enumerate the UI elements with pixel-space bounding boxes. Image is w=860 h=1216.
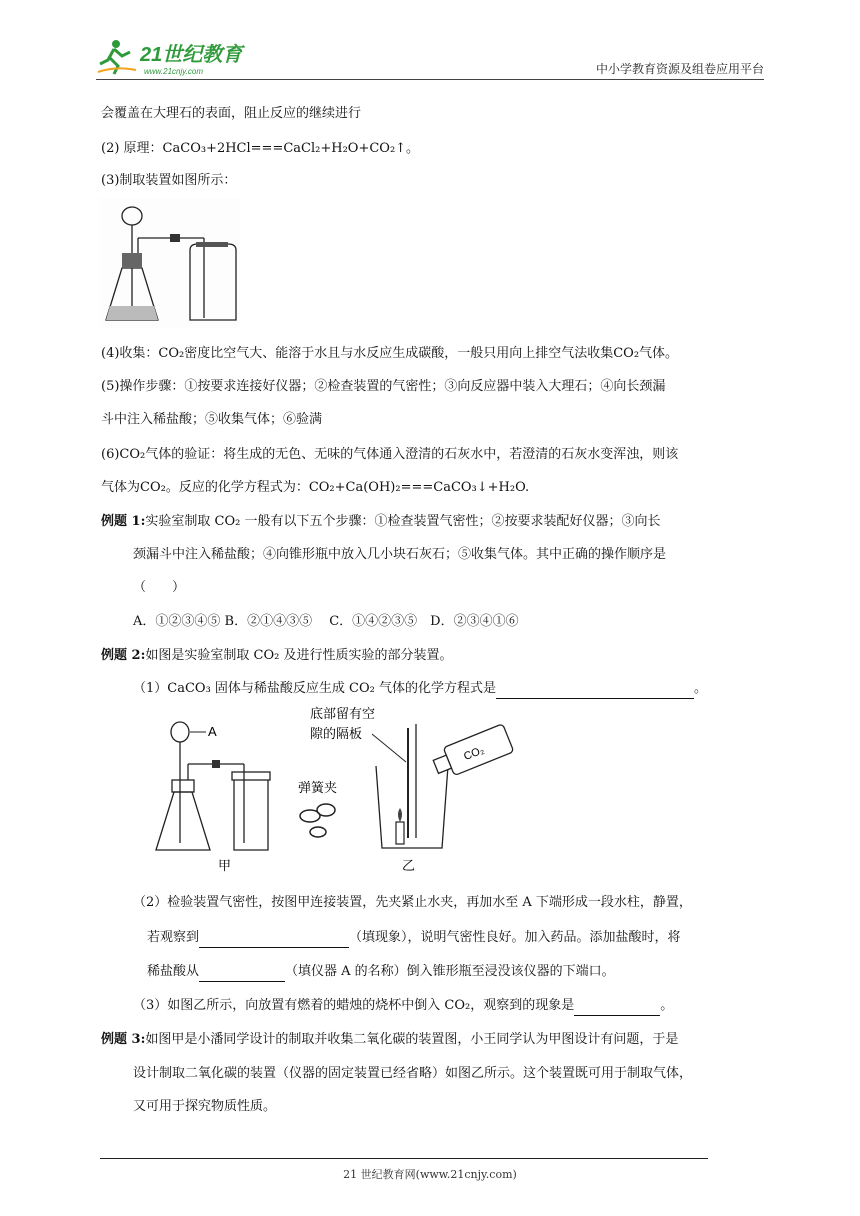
example-3-line-2: 设计制取二氧化碳的装置（仪器的固定装置已经省略）如图乙所示。这个装置既可用于制取气体， bbox=[133, 1066, 693, 1081]
answer-blank-4[interactable] bbox=[574, 1001, 660, 1016]
principle-line: (2) 原理：CaCO₃+2HCl===CaCl₂+H₂O+CO₂↑。 bbox=[101, 141, 420, 156]
label-jia: 甲 bbox=[218, 858, 232, 873]
answer-blank-2[interactable] bbox=[199, 933, 349, 948]
example-1-line-2: 颈漏斗中注入稀盐酸；④向锥形瓶中放入几小块石灰石；⑤收集气体。其中正确的操作顺序是 bbox=[133, 547, 667, 562]
answer-blank-3[interactable] bbox=[199, 967, 285, 982]
runner-icon bbox=[98, 40, 136, 74]
apparatus-figure bbox=[100, 198, 240, 328]
steps-line-2: 斗中注入稀盐酸；⑤收集气体；⑥验满 bbox=[101, 412, 323, 427]
example-2-label: 例题 2: bbox=[101, 648, 146, 663]
header-platform-name: 中小学教育资源及组卷应用平台 bbox=[595, 62, 764, 76]
label-clip: 弹簧夹 bbox=[298, 780, 338, 795]
example-1-label: 例题 1: bbox=[101, 514, 146, 529]
example-2-line bbox=[101, 646, 452, 666]
example-1-options: A．①②③④⑤ B．②①④③⑤ C．①④②③⑤ D．②③④①⑥ bbox=[133, 614, 519, 629]
experiment-figure bbox=[150, 698, 520, 876]
label-partition-2: 隙的隔板 bbox=[310, 726, 363, 741]
example-1-line-1 bbox=[101, 512, 660, 532]
example-2-question: 如图是实验室制取 CO₂ 及进行性质实验的部分装置。 bbox=[145, 648, 453, 663]
part-1-text: （1）CaCO₃ 固体与稀盐酸反应生成 CO₂ 气体的化学方程式是 bbox=[133, 681, 496, 696]
text-line: 会覆盖在大理石的表面，阻止反应的继续进行 bbox=[101, 106, 362, 121]
example-2-part-2-line-3 bbox=[147, 962, 615, 982]
example-3-line-3: 又可用于探究物质性质。 bbox=[133, 1099, 277, 1114]
example-2-part-2-line-2 bbox=[147, 928, 681, 948]
example-1-bracket: （ ） bbox=[133, 580, 186, 595]
part-3-text: （3）如图乙所示，向放置有燃着的蜡烛的烧杯中倒入 CO₂，观察到的现象是 bbox=[133, 998, 575, 1013]
verification-line-2: 气体为CO₂。反应的化学方程式为：CO₂+Ca(OH)₂===CaCO₃↓+H₂O. bbox=[101, 480, 530, 495]
example-2-part-1 bbox=[133, 679, 707, 699]
verification-line-1: (6)CO₂气体的验证：将生成的无色、无味的气体通入澄清的石灰水中，若澄清的石灰水变浑浊，则该 bbox=[101, 447, 679, 462]
logo-url: www.21cnjy.com bbox=[144, 67, 203, 76]
page-footer: 21 世纪教育网(www.21cnjy.com) bbox=[343, 1168, 517, 1181]
site-logo bbox=[96, 36, 266, 80]
header-divider bbox=[96, 79, 764, 80]
part-1-end: 。 bbox=[694, 681, 708, 696]
collection-line: (4)收集：CO₂密度比空气大、能溶于水且与水反应生成碳酸，一般只用向上排空气法收集CO₂气体。 bbox=[101, 346, 679, 361]
label-yi: 乙 bbox=[402, 858, 416, 873]
example-3-label: 例题 3: bbox=[101, 1032, 146, 1047]
steps-line-1: (5)操作步骤：①按要求连接好仪器；②检查装置的气密性；③向反应器中装入大理石；④向长颈漏 bbox=[101, 379, 666, 394]
example-2-part-3 bbox=[133, 996, 673, 1016]
part-2-text-2: （填现象），说明气密性良好。加入药品。添加盐酸时，将 bbox=[349, 930, 681, 945]
part-2-text-3: 稀盐酸从 bbox=[147, 964, 200, 979]
page-header bbox=[96, 36, 764, 80]
part-2-text-4: （填仪器 A 的名称）倒入锥形瓶至浸没该仪器的下端口。 bbox=[285, 964, 615, 979]
example-3-question: 如图甲是小潘同学设计的制取并收集二氧化碳的装置图，小王同学认为甲图设计有问题，于是 bbox=[145, 1032, 679, 1047]
answer-blank-1[interactable] bbox=[496, 684, 694, 699]
footer-divider bbox=[100, 1158, 708, 1159]
part-3-end: 。 bbox=[660, 998, 674, 1013]
logo-text: 21世纪教育 bbox=[140, 44, 243, 66]
example-1-question: 实验室制取 CO₂ 一般有以下五个步骤：①检查装置气密性；②按要求装配好仪器；③向长 bbox=[145, 514, 661, 529]
label-A: A bbox=[208, 724, 217, 739]
label-partition-1: 底部留有空 bbox=[310, 706, 376, 721]
example-2-part-2-line-1: （2）检验装置气密性，按图甲连接装置，先夹紧止水夹，再加水至 A 下端形成一段水柱，静置， bbox=[133, 895, 692, 910]
part-2-text-1: 若观察到 bbox=[147, 930, 200, 945]
label-co2: CO₂ bbox=[462, 744, 486, 764]
apparatus-intro: (3)制取装置如图所示： bbox=[101, 173, 237, 188]
example-3-line-1 bbox=[101, 1030, 678, 1050]
